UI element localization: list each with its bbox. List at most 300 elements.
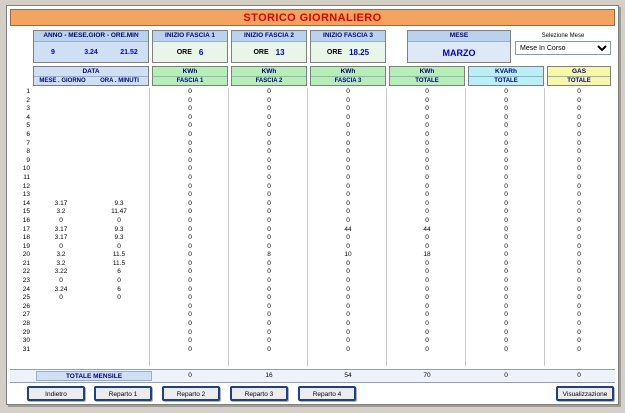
- row-cell-fascia2: 0: [267, 337, 271, 345]
- row-cell-totale: 0: [425, 242, 429, 250]
- row-index: 7: [26, 139, 30, 147]
- panel-inizio-fascia-3: [310, 30, 386, 63]
- row-cell-gas: 0: [577, 242, 581, 250]
- row-cell-gas: 0: [577, 165, 581, 173]
- table-row[interactable]: [10, 346, 615, 355]
- row-cell-totale: 44: [423, 225, 431, 233]
- row-cell-totale: 0: [425, 105, 429, 113]
- row-cell-kvarh: 0: [504, 105, 508, 113]
- table-row[interactable]: [10, 131, 615, 140]
- row-index: 21: [22, 259, 30, 267]
- row-cell-totale: 0: [425, 156, 429, 164]
- table-row[interactable]: [10, 320, 615, 329]
- row-cell-mese-giorno: 0: [59, 294, 63, 302]
- column-header-data: [33, 66, 149, 86]
- row-cell-fascia2: 0: [267, 328, 271, 336]
- table-row[interactable]: [10, 208, 615, 217]
- column-header-fascia3: [310, 66, 386, 86]
- row-cell-mese-giorno: 3.22: [54, 268, 68, 276]
- row-index: 13: [22, 191, 30, 199]
- row-cell-totale: 18: [423, 251, 431, 259]
- row-cell-fascia1: 0: [188, 294, 192, 302]
- row-cell-ora-minuti: 11.47: [111, 208, 127, 216]
- row-cell-fascia1: 0: [188, 199, 192, 207]
- totals-fascia1: 0: [188, 372, 192, 379]
- row-cell-totale: 0: [425, 320, 429, 328]
- row-cell-gas: 0: [577, 259, 581, 267]
- panel-mese-header: MESE: [408, 31, 510, 42]
- row-cell-mese-giorno: 3.2: [56, 259, 66, 267]
- selezione-mese-group: [515, 33, 611, 55]
- column-header-fascia1-sub: FASCIA 1: [176, 78, 204, 84]
- page-title: STORICO GIORNALIERO: [243, 11, 382, 24]
- row-cell-fascia3: 0: [346, 302, 350, 310]
- row-cell-ora-minuti: 11.5: [112, 259, 126, 267]
- row-cell-fascia3: 0: [346, 311, 350, 319]
- table-row[interactable]: [10, 114, 615, 123]
- column-header-fascia3-sub: FASCIA 3: [334, 78, 362, 84]
- row-cell-fascia3: 0: [346, 105, 350, 113]
- row-cell-gas: 0: [577, 311, 581, 319]
- row-cell-totale: 0: [425, 182, 429, 190]
- table-row[interactable]: [10, 183, 615, 192]
- reparto-4-button[interactable]: Reparto 4: [298, 386, 356, 401]
- row-cell-fascia2: 0: [267, 139, 271, 147]
- row-index: 11: [23, 173, 30, 181]
- row-cell-kvarh: 0: [504, 285, 508, 293]
- column-header-totale: [389, 66, 465, 86]
- table-row[interactable]: [10, 286, 615, 295]
- row-cell-fascia3: 0: [346, 88, 350, 95]
- row-cell-fascia3: 0: [346, 165, 350, 173]
- row-cell-fascia2: 0: [267, 345, 271, 353]
- column-header-fascia1-title: KWh: [153, 67, 227, 77]
- panel-data: [33, 30, 149, 63]
- column-header-fascia3-title: KWh: [311, 67, 385, 77]
- row-cell-totale: 0: [425, 148, 429, 156]
- row-cell-gas: 0: [577, 302, 581, 310]
- row-cell-fascia1: 0: [188, 208, 192, 216]
- totals-fascia2: 16: [265, 372, 273, 379]
- row-cell-fascia2: 0: [267, 234, 271, 242]
- row-cell-mese-giorno: 0: [59, 216, 63, 224]
- panel-inizio-fascia-1: [152, 30, 228, 63]
- table-row[interactable]: [10, 311, 615, 320]
- table-row[interactable]: [10, 200, 615, 209]
- row-cell-fascia1: 0: [188, 251, 192, 259]
- row-cell-fascia1: 0: [188, 337, 192, 345]
- row-cell-fascia2: 0: [267, 268, 271, 276]
- row-cell-fascia1: 0: [188, 242, 192, 250]
- reparto-3-button[interactable]: Reparto 3: [230, 386, 288, 401]
- row-cell-kvarh: 0: [504, 139, 508, 147]
- totals-totale: 70: [423, 372, 431, 379]
- column-header-gas-title: GAS: [548, 67, 610, 77]
- panel-data-header: ANNO - MESE.GIOR - ORE.MIN: [34, 31, 148, 42]
- row-cell-fascia1: 0: [188, 345, 192, 353]
- reparto-2-button[interactable]: Reparto 2: [162, 386, 220, 401]
- row-cell-mese-giorno: 3.17: [54, 199, 68, 207]
- totals-gas: 0: [577, 372, 581, 379]
- row-cell-fascia2: 0: [267, 285, 271, 293]
- column-header-fascia2-sub: FASCIA 2: [255, 78, 283, 84]
- row-cell-fascia1: 0: [188, 216, 192, 224]
- row-cell-fascia1: 0: [188, 165, 192, 173]
- row-index: 31: [22, 345, 30, 353]
- row-cell-gas: 0: [577, 345, 581, 353]
- table-row[interactable]: [10, 165, 615, 174]
- table-row[interactable]: [10, 122, 615, 131]
- row-index: 24: [22, 285, 30, 293]
- row-cell-gas: 0: [577, 96, 581, 104]
- row-index: 9: [26, 156, 30, 164]
- row-cell-fascia2: 0: [267, 294, 271, 302]
- row-cell-fascia2: 0: [267, 199, 271, 207]
- row-index: 8: [26, 148, 30, 156]
- row-cell-fascia3: 0: [346, 268, 350, 276]
- panel-fascia3-header: INIZIO FASCIA 3: [311, 31, 385, 42]
- row-cell-gas: 0: [577, 191, 581, 199]
- row-cell-fascia2: 0: [267, 191, 271, 199]
- row-cell-kvarh: 0: [504, 234, 508, 242]
- row-cell-kvarh: 0: [504, 242, 508, 250]
- panel-fascia1-ore-label: ORE: [176, 49, 192, 56]
- row-cell-gas: 0: [577, 268, 581, 276]
- table-row[interactable]: [10, 337, 615, 346]
- row-cell-kvarh: 0: [504, 345, 508, 353]
- row-cell-fascia3: 0: [346, 285, 350, 293]
- row-cell-totale: 0: [425, 191, 429, 199]
- row-index: 6: [26, 130, 30, 138]
- row-cell-totale: 0: [425, 328, 429, 336]
- column-header-kvarh-title: KVARh: [469, 67, 543, 77]
- row-cell-fascia1: 0: [188, 225, 192, 233]
- row-cell-kvarh: 0: [504, 216, 508, 224]
- table-row[interactable]: [10, 260, 615, 269]
- table-row[interactable]: [10, 105, 615, 114]
- row-cell-totale: 0: [425, 96, 429, 104]
- row-cell-gas: 0: [577, 182, 581, 190]
- row-cell-kvarh: 0: [504, 191, 508, 199]
- row-cell-totale: 0: [425, 302, 429, 310]
- row-cell-totale: 0: [425, 216, 429, 224]
- row-cell-gas: 0: [577, 105, 581, 113]
- row-cell-fascia3: 0: [346, 139, 350, 147]
- row-cell-fascia2: 0: [267, 113, 271, 121]
- row-cell-gas: 0: [577, 173, 581, 181]
- table-row[interactable]: [10, 88, 615, 97]
- row-index: 18: [22, 234, 30, 242]
- row-cell-fascia2: 0: [267, 208, 271, 216]
- row-cell-kvarh: 0: [504, 225, 508, 233]
- row-cell-ora-minuti: 6: [117, 268, 121, 276]
- column-header-totale-sub: TOTALE: [415, 78, 439, 84]
- row-index: 1: [26, 88, 30, 95]
- row-cell-gas: 0: [577, 139, 581, 147]
- row-cell-mese-giorno: 0: [59, 277, 63, 285]
- row-cell-totale: 0: [425, 165, 429, 173]
- row-cell-gas: 0: [577, 251, 581, 259]
- row-cell-totale: 0: [425, 337, 429, 345]
- column-header-fascia2-title: KWh: [232, 67, 306, 77]
- row-cell-fascia1: 0: [188, 191, 192, 199]
- row-cell-gas: 0: [577, 148, 581, 156]
- row-cell-fascia3: 0: [346, 277, 350, 285]
- totals-label: TOTALE MENSILE: [36, 371, 152, 381]
- table-row[interactable]: [10, 251, 615, 260]
- column-header-fascia1: [152, 66, 228, 86]
- table-row[interactable]: [10, 217, 615, 226]
- row-index: 28: [22, 320, 30, 328]
- row-cell-fascia1: 0: [188, 156, 192, 164]
- row-cell-kvarh: 0: [504, 320, 508, 328]
- row-cell-fascia3: 0: [346, 122, 350, 130]
- row-cell-gas: 0: [577, 294, 581, 302]
- row-cell-fascia3: 0: [346, 199, 350, 207]
- row-cell-fascia3: 44: [344, 225, 352, 233]
- row-cell-gas: 0: [577, 320, 581, 328]
- row-cell-fascia1: 0: [188, 277, 192, 285]
- row-cell-fascia2: 0: [267, 148, 271, 156]
- row-cell-kvarh: 0: [504, 337, 508, 345]
- row-cell-fascia2: 0: [267, 165, 271, 173]
- row-cell-totale: 0: [425, 294, 429, 302]
- row-cell-kvarh: 0: [504, 268, 508, 276]
- row-cell-fascia2: 0: [267, 320, 271, 328]
- row-index: 2: [26, 96, 30, 104]
- row-cell-fascia1: 0: [188, 259, 192, 267]
- row-index: 25: [22, 294, 30, 302]
- column-header-ora-minuti: ORA . MINUTI: [100, 78, 139, 84]
- row-index: 3: [26, 105, 30, 113]
- application-window: [6, 5, 619, 405]
- row-index: 12: [22, 182, 30, 190]
- row-cell-fascia2: 0: [267, 277, 271, 285]
- table-row[interactable]: [10, 329, 615, 338]
- row-cell-fascia3: 0: [346, 130, 350, 138]
- table-row[interactable]: [10, 174, 615, 183]
- row-cell-totale: 0: [425, 345, 429, 353]
- row-cell-ora-minuti: 11.5: [112, 251, 126, 259]
- row-cell-ora-minuti: 9.3: [114, 199, 124, 207]
- selezione-mese-label: Selezione Mese: [541, 33, 585, 39]
- row-cell-totale: 0: [425, 130, 429, 138]
- row-cell-fascia1: 0: [188, 182, 192, 190]
- row-index: 27: [22, 311, 30, 319]
- row-index: 16: [22, 216, 30, 224]
- panel-mese: [407, 30, 511, 63]
- row-cell-fascia3: 0: [346, 96, 350, 104]
- row-cell-fascia2: 0: [267, 216, 271, 224]
- row-cell-fascia3: 0: [346, 208, 350, 216]
- panel-fascia3-ore-label: ORE: [326, 49, 343, 56]
- button-bar: [10, 386, 615, 403]
- row-cell-ora-minuti: 0: [117, 294, 121, 302]
- row-cell-ora-minuti: 0: [117, 216, 121, 224]
- row-cell-fascia3: 0: [346, 173, 350, 181]
- row-cell-kvarh: 0: [504, 311, 508, 319]
- row-cell-fascia1: 0: [188, 311, 192, 319]
- column-header-mese-giorno: MESE . GIORNO: [39, 78, 86, 84]
- row-cell-kvarh: 0: [504, 208, 508, 216]
- totals-fascia3: 54: [344, 372, 352, 379]
- row-cell-fascia1: 0: [188, 234, 192, 242]
- table-row[interactable]: [10, 268, 615, 277]
- reparto-1-button[interactable]: Reparto 1: [94, 386, 152, 401]
- row-cell-kvarh: 0: [504, 277, 508, 285]
- totals-row: [10, 369, 615, 383]
- totals-kvarh: 0: [504, 372, 508, 379]
- table-row[interactable]: [10, 277, 615, 286]
- row-cell-kvarh: 0: [504, 156, 508, 164]
- row-cell-kvarh: 0: [504, 173, 508, 181]
- indietro-button[interactable]: Indietro: [27, 386, 85, 401]
- row-cell-kvarh: 0: [504, 130, 508, 138]
- row-cell-totale: 0: [425, 139, 429, 147]
- row-cell-gas: 0: [577, 113, 581, 121]
- row-cell-fascia3: 0: [346, 242, 350, 250]
- row-cell-totale: 0: [425, 234, 429, 242]
- row-index: 26: [22, 302, 30, 310]
- table-row[interactable]: [10, 140, 615, 149]
- row-cell-gas: 0: [577, 337, 581, 345]
- panel-fascia2-header: INIZIO FASCIA 2: [232, 31, 306, 42]
- row-cell-fascia3: 0: [346, 345, 350, 353]
- row-index: 17: [22, 225, 30, 233]
- row-cell-gas: 0: [577, 122, 581, 130]
- row-cell-fascia2: 0: [267, 259, 271, 267]
- table-row[interactable]: [10, 294, 615, 303]
- column-header-gas: [547, 66, 611, 86]
- table-row[interactable]: [10, 303, 615, 312]
- row-cell-gas: 0: [577, 208, 581, 216]
- row-index: 5: [26, 122, 30, 130]
- row-cell-gas: 0: [577, 88, 581, 95]
- row-cell-gas: 0: [577, 156, 581, 164]
- row-cell-fascia1: 0: [188, 285, 192, 293]
- row-index: 14: [22, 199, 30, 207]
- table-row[interactable]: [10, 97, 615, 106]
- row-index: 19: [22, 242, 30, 250]
- row-cell-kvarh: 0: [504, 294, 508, 302]
- row-cell-totale: 0: [425, 113, 429, 121]
- value-ore-minuti: 21.52: [120, 49, 138, 56]
- row-cell-mese-giorno: 3.17: [54, 225, 68, 233]
- value-mese-giorno: 3.24: [84, 49, 98, 56]
- data-grid[interactable]: [10, 88, 615, 366]
- table-row[interactable]: [10, 157, 615, 166]
- panel-fascia2-ore-value: 13: [275, 48, 285, 57]
- row-cell-fascia2: 0: [267, 96, 271, 104]
- panel-mese-value: MARZO: [442, 47, 476, 58]
- row-cell-ora-minuti: 6: [117, 285, 121, 293]
- row-cell-gas: 0: [577, 277, 581, 285]
- row-cell-gas: 0: [577, 234, 581, 242]
- row-cell-fascia3: 0: [346, 259, 350, 267]
- row-cell-fascia1: 0: [188, 268, 192, 276]
- row-cell-fascia3: 0: [346, 216, 350, 224]
- row-cell-ora-minuti: 0: [117, 242, 121, 250]
- row-cell-mese-giorno: 3.2: [56, 251, 66, 259]
- table-row[interactable]: [10, 243, 615, 252]
- panel-inizio-fascia-2: [231, 30, 307, 63]
- page-title-bar: [10, 9, 615, 26]
- row-cell-ora-minuti: 0: [117, 277, 121, 285]
- row-cell-gas: 0: [577, 130, 581, 138]
- row-cell-fascia3: 10: [344, 251, 352, 259]
- table-row[interactable]: [10, 226, 615, 235]
- row-cell-kvarh: 0: [504, 251, 508, 259]
- visualizzazione-button[interactable]: Visualizzazione: [556, 386, 614, 401]
- row-cell-fascia3: 0: [346, 182, 350, 190]
- row-cell-fascia1: 0: [188, 302, 192, 310]
- row-cell-fascia3: 0: [346, 191, 350, 199]
- row-index: 20: [22, 251, 30, 259]
- table-row[interactable]: [10, 191, 615, 200]
- column-header-gas-sub: TOTALE: [567, 78, 591, 84]
- row-cell-fascia2: 0: [267, 156, 271, 164]
- row-cell-fascia1: 0: [188, 88, 192, 95]
- row-cell-fascia1: 0: [188, 105, 192, 113]
- row-cell-fascia3: 0: [346, 328, 350, 336]
- row-cell-fascia2: 0: [267, 182, 271, 190]
- value-anno: 9: [51, 49, 55, 56]
- row-cell-totale: 0: [425, 122, 429, 130]
- row-cell-fascia2: 0: [267, 302, 271, 310]
- column-header-data-title: DATA: [34, 67, 148, 77]
- row-cell-totale: 0: [425, 259, 429, 267]
- row-index: 22: [22, 268, 30, 276]
- column-header-fascia2: [231, 66, 307, 86]
- table-row[interactable]: [10, 148, 615, 157]
- row-cell-fascia2: 0: [267, 173, 271, 181]
- row-cell-kvarh: 0: [504, 328, 508, 336]
- row-cell-fascia1: 0: [188, 130, 192, 138]
- row-cell-fascia2: 0: [267, 130, 271, 138]
- column-header-kvarh: [468, 66, 544, 86]
- row-cell-fascia1: 0: [188, 96, 192, 104]
- row-cell-gas: 0: [577, 216, 581, 224]
- selezione-mese-dropdown[interactable]: [515, 41, 611, 55]
- row-cell-kvarh: 0: [504, 259, 508, 267]
- row-cell-fascia2: 0: [267, 311, 271, 319]
- row-cell-mese-giorno: 0: [59, 242, 63, 250]
- row-cell-fascia1: 0: [188, 122, 192, 130]
- row-cell-fascia1: 0: [188, 328, 192, 336]
- row-index: 15: [22, 208, 30, 216]
- row-cell-kvarh: 0: [504, 199, 508, 207]
- row-cell-fascia2: 0: [267, 225, 271, 233]
- row-cell-fascia1: 0: [188, 148, 192, 156]
- row-cell-gas: 0: [577, 225, 581, 233]
- row-cell-totale: 0: [425, 285, 429, 293]
- row-cell-fascia1: 0: [188, 113, 192, 121]
- panel-fascia2-ore-label: ORE: [253, 49, 269, 56]
- table-row[interactable]: [10, 234, 615, 243]
- row-cell-ora-minuti: 9.3: [114, 234, 124, 242]
- row-index: 30: [22, 337, 30, 345]
- row-cell-kvarh: 0: [504, 122, 508, 130]
- row-cell-mese-giorno: 3.17: [54, 234, 68, 242]
- row-cell-fascia2: 0: [267, 122, 271, 130]
- row-cell-fascia2: 0: [267, 105, 271, 113]
- row-cell-mese-giorno: 3.24: [54, 285, 68, 293]
- row-cell-kvarh: 0: [504, 182, 508, 190]
- row-cell-totale: 0: [425, 199, 429, 207]
- row-cell-fascia1: 0: [188, 139, 192, 147]
- row-cell-fascia3: 0: [346, 113, 350, 121]
- row-cell-fascia2: 0: [267, 242, 271, 250]
